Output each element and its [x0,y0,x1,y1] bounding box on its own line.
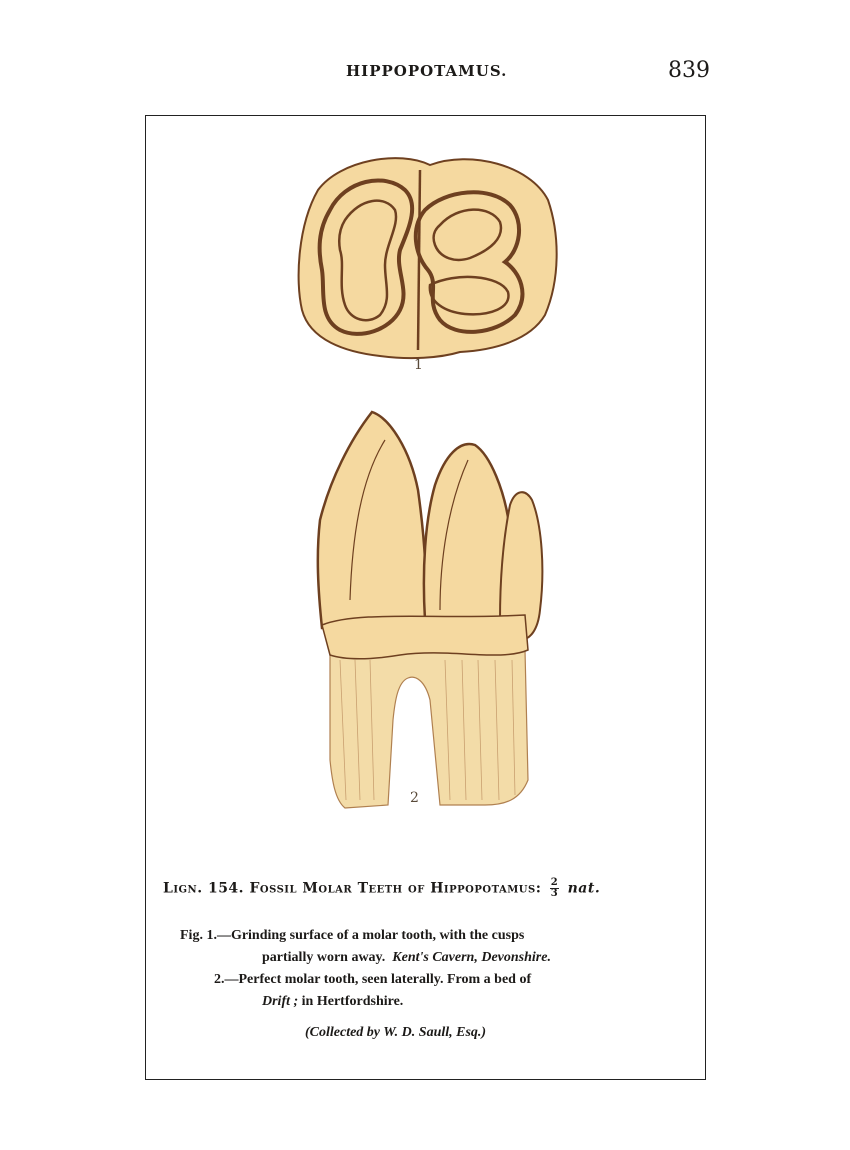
lign-number: Lign. 154. [163,880,245,897]
caption-heading: Fossil Molar Teeth of Hippopotamus: [249,880,542,897]
fig1-locality: Kent's Cavern, Devonshire. [392,950,551,965]
scale-word: nat. [567,880,601,897]
lateral-molar-figure [318,412,543,808]
figure-2-label: 2 [410,790,419,806]
page-number: 839 [668,58,710,83]
fig1-description-line1: Fig. 1.—Grinding surface of a molar tooth, with the cusps [180,928,525,943]
figure-1-label: 1 [414,357,423,373]
grinding-surface-figure [299,158,557,358]
fig2-description-line2 [262,994,403,1010]
cingulum-band [322,615,528,659]
scale-fraction [550,878,559,899]
plate-caption-title [163,878,683,899]
fig2-locality: in Hertfordshire. [301,994,404,1009]
fraction-denominator: 3 [550,888,559,899]
collector-credit: (Collected by W. D. Saull, Esq.) [305,1025,487,1040]
crown-middle-cusp [424,444,511,625]
crown-left-cusp [318,412,426,628]
fig2-drift: Drift ; [262,994,299,1009]
fig1-continuation: partially worn away. [262,950,386,965]
fig2-description-line1: 2.—Perfect molar tooth, seen laterally. From a bed of [214,972,532,987]
fraction-numerator: 2 [550,877,559,888]
fig1-description-line2 [262,950,551,966]
running-head: HIPPOPOTAMUS. [346,62,508,80]
